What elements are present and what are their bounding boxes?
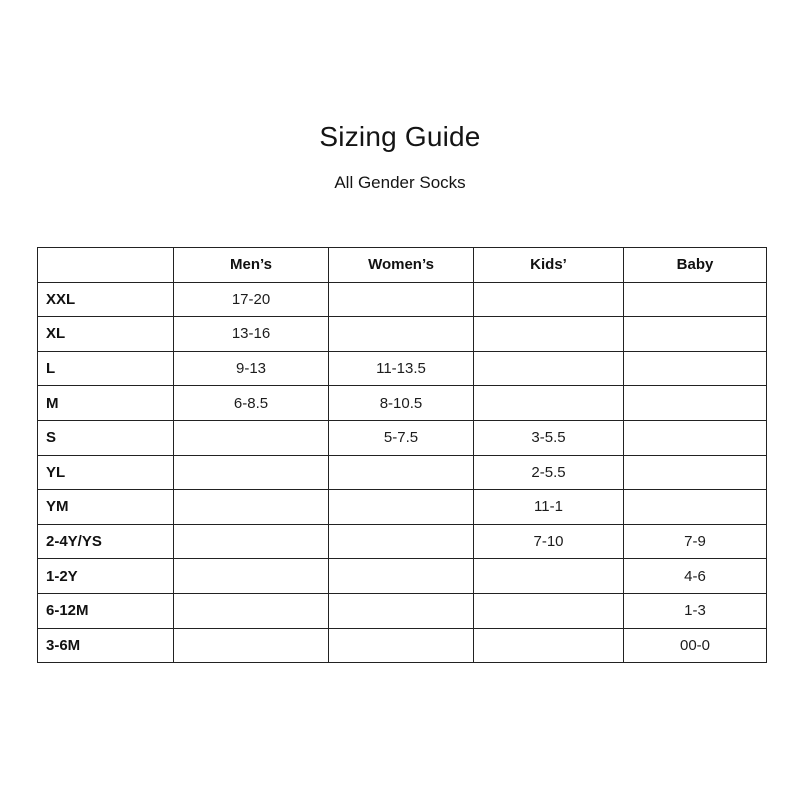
size-cell (329, 628, 474, 663)
size-cell (624, 317, 767, 352)
size-cell: 2-5.5 (474, 455, 624, 490)
size-cell: 6-8.5 (174, 386, 329, 421)
table-row-l (38, 351, 767, 386)
row-label: 3-6M (38, 628, 174, 663)
column-header-kids: Kids’ (474, 248, 624, 283)
size-cell (174, 524, 329, 559)
size-cell (474, 386, 624, 421)
size-cell (174, 420, 329, 455)
column-header-baby: Baby (624, 248, 767, 283)
size-cell (329, 317, 474, 352)
size-cell (624, 282, 767, 317)
size-cell: 8-10.5 (329, 386, 474, 421)
row-label: L (38, 351, 174, 386)
size-cell: 4-6 (624, 559, 767, 594)
size-cell: 11-1 (474, 490, 624, 525)
size-cell (174, 593, 329, 628)
size-cell (329, 490, 474, 525)
row-label: 2-4Y/YS (38, 524, 174, 559)
size-cell (174, 559, 329, 594)
header-row (38, 248, 767, 283)
size-cell (624, 386, 767, 421)
size-cell: 00-0 (624, 628, 767, 663)
table-row-1-2y (38, 559, 767, 594)
size-cell (624, 490, 767, 525)
size-cell: 9-13 (174, 351, 329, 386)
size-cell (329, 455, 474, 490)
sizing-table (37, 247, 767, 663)
row-label: S (38, 420, 174, 455)
row-label: YL (38, 455, 174, 490)
size-cell (624, 420, 767, 455)
size-cell: 3-5.5 (474, 420, 624, 455)
table-row-ym (38, 490, 767, 525)
size-cell: 7-10 (474, 524, 624, 559)
size-cell: 17-20 (174, 282, 329, 317)
table-row-6-12m (38, 593, 767, 628)
row-label: 6-12M (38, 593, 174, 628)
size-cell (329, 593, 474, 628)
table-row-xl (38, 317, 767, 352)
size-cell (474, 593, 624, 628)
size-cell: 7-9 (624, 524, 767, 559)
page-subtitle: All Gender Socks (334, 173, 466, 192)
table-row-xxl (38, 282, 767, 317)
row-label: XXL (38, 282, 174, 317)
row-label: YM (38, 490, 174, 525)
page-title: Sizing Guide (319, 121, 481, 152)
table-row-yl (38, 455, 767, 490)
size-cell (624, 455, 767, 490)
size-cell: 5-7.5 (329, 420, 474, 455)
column-header-womens: Women’s (329, 248, 474, 283)
table-row-3-6m (38, 628, 767, 663)
row-label: XL (38, 317, 174, 352)
size-cell (474, 282, 624, 317)
table-row-2-4y-ys (38, 524, 767, 559)
table-row-s (38, 420, 767, 455)
size-cell (474, 628, 624, 663)
size-cell (474, 317, 624, 352)
size-cell (474, 559, 624, 594)
size-cell: 1-3 (624, 593, 767, 628)
column-header-mens: Men’s (174, 248, 329, 283)
table-row-m (38, 386, 767, 421)
row-label: M (38, 386, 174, 421)
column-header-blank (38, 248, 174, 283)
size-cell (174, 490, 329, 525)
size-cell (174, 628, 329, 663)
size-cell (624, 351, 767, 386)
size-cell (329, 559, 474, 594)
size-cell (329, 282, 474, 317)
size-cell: 11-13.5 (329, 351, 474, 386)
size-cell (329, 524, 474, 559)
size-cell (174, 455, 329, 490)
size-cell (474, 351, 624, 386)
size-cell: 13-16 (174, 317, 329, 352)
row-label: 1-2Y (38, 559, 174, 594)
